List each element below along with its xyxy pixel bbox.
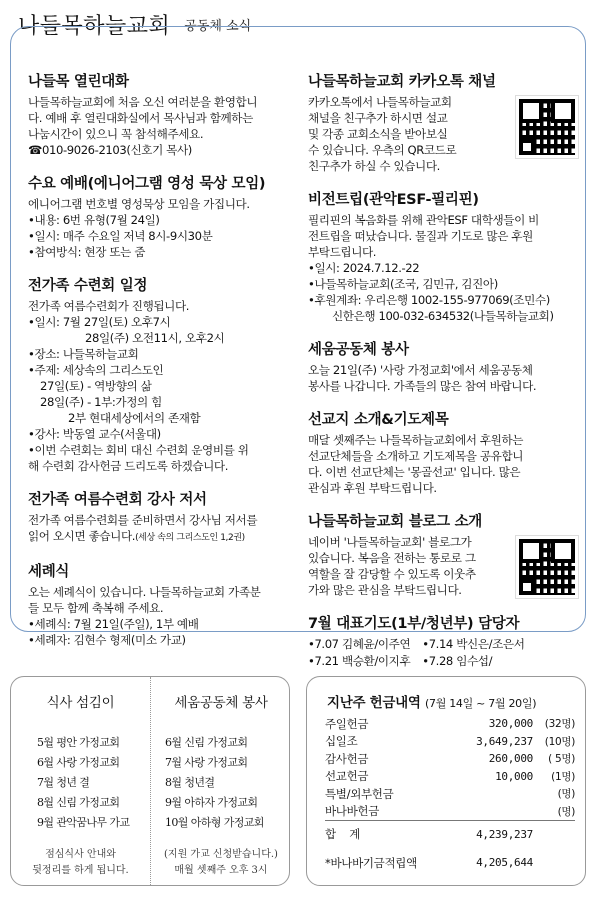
vision-line: 필리핀의 복음화를 위해 관악ESF 대학생들이 비: [308, 213, 539, 227]
sejong-service-list: [151, 733, 291, 833]
baptism-title: 세례식: [28, 564, 70, 580]
meal-note: [11, 847, 150, 879]
vision-account: 신한은행 100-032-634532(나들목하늘교회): [332, 309, 554, 323]
mission-line: 다. 이번 선교단체는 '몽골선교' 입니다. 많은: [308, 465, 521, 479]
retreat-title: 전가족 수련회 일정: [28, 278, 148, 294]
kakao-block: [308, 70, 578, 174]
mission-title: 선교지 소개&기도제목: [308, 412, 449, 428]
prayer-duty: •7.21 백승환/이지후: [308, 654, 411, 668]
book-title: 전가족 여름수련회 강사 저서: [28, 492, 207, 508]
retreat-block: [28, 274, 298, 474]
mission-block: [308, 408, 578, 496]
blog-block: [308, 510, 578, 598]
offering-label: 감사헌금: [325, 751, 369, 766]
blog-line: 네이버 '나들목하늘교회' 블로그가: [308, 535, 472, 549]
vision-trip-title: 비전트립(관악ESF-필리핀): [308, 192, 479, 208]
offering-count: ( 5명): [548, 753, 575, 766]
welcome-title: 나들목 열린대화: [28, 74, 129, 90]
vision-line: 부탁드립니다.: [308, 245, 377, 259]
table-row: [325, 733, 575, 751]
offering-total-label: 합 계: [325, 820, 452, 844]
offering-amount: 320,000: [488, 717, 533, 731]
vision-line: •후원계좌: 우리은행 1002-155-977069(조민수): [308, 293, 550, 307]
vision-line: •일시: 2024.7.12.-22: [308, 261, 420, 275]
blog-line: 가와 많은 관심을 부탁드립니다.: [308, 583, 462, 597]
mission-line: 매달 셋째주는 나들목하늘교회에서 후원하는: [308, 433, 524, 447]
section-title: 공동체 소식: [184, 18, 252, 34]
prayer-block: [308, 612, 578, 670]
book-title-note: (세상 속의 그리스도인 1,2권): [135, 533, 245, 543]
enneagram-block: [28, 172, 298, 260]
list-item: 7월 청년 결: [37, 776, 90, 789]
enneagram-line: •일시: 매주 수요일 저녁 8시-9시30분: [28, 229, 213, 243]
baptism-line: 들 모두 함께 축복해 주세요.: [28, 601, 164, 615]
blog-line: 있습니다. 복음을 전하는 통로로 그: [308, 551, 476, 565]
sejong-block: [308, 338, 578, 394]
welcome-line: 나눔시간이 있으니 꼭 참석해주세요.: [28, 127, 204, 141]
meal-note-line: 점심식사 안내와: [45, 849, 116, 860]
barnabas-fund-amount: 4,205,644: [476, 856, 533, 870]
retreat-line: •주제: 세상속의 그리스도인: [28, 363, 164, 377]
table-row: [325, 715, 575, 733]
kakao-line: 카카오톡에서 나들목하늘교회: [308, 95, 452, 109]
retreat-line: 전가족 여름수련회가 진행됩니다.: [28, 299, 190, 313]
book-line: 전가족 여름수련회를 준비하면서 강사님 저서를: [28, 513, 258, 527]
table-row: [325, 768, 575, 786]
baptism-line: 오는 세례식이 있습니다. 나들목하늘교회 가족분: [28, 585, 261, 599]
offering-title: [327, 691, 536, 711]
right-column: [308, 70, 578, 684]
offering-amount: 10,000: [495, 769, 533, 783]
prayer-duty: •7.28 임수섭/: [422, 654, 493, 668]
sejong-service-title: 세움공동체 봉사: [174, 695, 268, 711]
prayer-title: 7월 대표기도(1부/청년부) 담당자: [308, 616, 520, 632]
welcome-phone: ☎010-9026-2103(신호기 목사): [28, 143, 192, 157]
list-item: 8월 청년결: [165, 776, 215, 789]
baptism-block: [28, 560, 298, 648]
baptism-line: •세례식: 7월 21일(주일), 1부 예배: [28, 617, 199, 631]
retreat-line: •강사: 박동열 교수(서울대): [28, 427, 161, 441]
mission-line: 선교단체들을 소개하고 기도제목을 공유합니: [308, 449, 524, 463]
table-row: [325, 750, 575, 768]
blog-line: 역할을 잘 감당할 수 있도록 이웃추: [308, 567, 476, 581]
enneagram-title: 수요 예배(에니어그램 영성 묵상 모임): [28, 176, 266, 192]
welcome-line: 나들목하늘교회에 처음 오신 여러분을 환영합니: [28, 95, 258, 109]
blog-qr-code-icon[interactable]: [516, 536, 578, 598]
offering-count: (10명): [544, 735, 575, 748]
kakao-line: 친구추가 하실 수 있습니다.: [308, 159, 440, 173]
book-line: [28, 528, 298, 546]
list-item: 5월 평안 가정교회: [37, 736, 120, 749]
offering-amount: [452, 803, 539, 821]
left-column: [28, 70, 298, 662]
welcome-block: [28, 70, 298, 158]
sejong-line: 오늘 21일(주) '사랑 가정교회'에서 세움공동체: [308, 363, 533, 377]
list-item: 10월 아하형 가정교회: [165, 816, 264, 829]
baptism-line: •세례자: 김현수 형제(미소 가교): [28, 633, 186, 647]
list-item: 6월 사랑 가정교회: [37, 756, 120, 769]
offering-label: 선교헌금: [325, 769, 369, 784]
meal-note-line: 뒷정리를 하게 됩니다.: [32, 865, 129, 876]
sejong-title: 세움공동체 봉사: [308, 342, 409, 358]
list-item: 8월 신림 가정교회: [37, 796, 120, 809]
table-row: [325, 803, 575, 821]
retreat-line: 28일(주) 오전11시, 오후2시: [85, 331, 225, 345]
offering-total-row: [325, 820, 575, 844]
prayer-row: [308, 653, 578, 670]
retreat-line: 27일(토) - 역방향의 삶: [40, 379, 152, 393]
offering-amount: [452, 785, 539, 803]
retreat-line: 해 수련회 감사헌금 드리도록 하겠습니다.: [28, 459, 229, 473]
enneagram-line: •참여방식: 현장 또는 줌: [28, 245, 145, 259]
meal-list: [11, 733, 150, 833]
kakao-qr-code-icon[interactable]: [516, 96, 578, 158]
kakao-line: 수 있습니다. 우측의 QR코드로: [308, 143, 457, 157]
offering-title-text: 지난주 헌금내역: [327, 695, 421, 711]
retreat-line: 2부 현대세상에서의 존재함: [68, 411, 201, 425]
prayer-duty: •7.14 박신은/조은서: [422, 637, 525, 651]
retreat-line: •이번 수련회는 회비 대신 수련회 운영비를 위: [28, 443, 249, 457]
enneagram-line: •내용: 6번 유형(7월 24일): [28, 213, 160, 227]
offering-count: (32명): [544, 718, 575, 731]
list-item: 9월 아하자 가정교회: [165, 796, 258, 809]
list-item: 6월 신림 가정교회: [165, 736, 248, 749]
vision-trip-block: [308, 188, 578, 324]
meal-title: 식사 섬김이: [46, 695, 115, 711]
prayer-row: [308, 636, 578, 653]
table-row: [325, 785, 575, 803]
book-block: [28, 488, 298, 546]
offering-count: (1명): [551, 770, 575, 783]
offering-total-amount: 4,239,237: [452, 820, 539, 844]
barnabas-fund-label: *바나바기금적립액: [325, 855, 417, 870]
barnabas-fund-row: [325, 854, 575, 872]
list-item: 9월 관악꿈나무 가교: [37, 816, 130, 829]
service-schedule-box: [10, 676, 290, 886]
welcome-line: 다. 예배 후 열린대화실에서 목사님과 함께하는: [28, 111, 253, 125]
kakao-line: 채널을 친구추가 하시면 설교: [308, 111, 448, 125]
blog-title: 나들목하늘교회 블로그 소개: [308, 514, 482, 530]
sejong-line: 봉사를 나갑니다. 가족들의 많은 참여 바랍니다.: [308, 379, 537, 393]
offering-count: (명): [557, 805, 575, 818]
retreat-line: •일시: 7월 27일(토) 오후7시: [28, 315, 171, 329]
kakao-line: 및 각종 교회소식을 받아보실: [308, 127, 448, 141]
retreat-line: 28일(주) - 1부:가정의 힘: [40, 395, 162, 409]
retreat-line: •장소: 나들목하늘교회: [28, 347, 139, 361]
vision-line: 전트립을 떠났습니다. 물질과 기도로 많은 후원: [308, 229, 533, 243]
offering-amount: 3,649,237: [476, 734, 533, 748]
offering-table: [325, 715, 575, 872]
offering-label: 십일조: [325, 734, 358, 749]
offering-label: 특별/외부헌금: [325, 786, 394, 801]
book-line-text: 읽어 오시면 좋습니다.: [28, 529, 136, 543]
enneagram-line: 에니어그램 번호별 영성묵상 모임을 가집니다.: [28, 197, 250, 211]
offering-amount: 260,000: [488, 752, 533, 766]
sejong-service-note: [151, 847, 291, 879]
list-item: 7월 사랑 가정교회: [165, 756, 248, 769]
church-logo: 나들목하늘교회: [18, 13, 171, 39]
sejong-note-line: 매월 셋째주 오후 3시: [174, 865, 268, 876]
sejong-note-line: (지원 가교 신청받습니다.): [164, 849, 278, 860]
offering-label: 바나바헌금: [325, 804, 380, 818]
meal-service-column: [11, 677, 151, 885]
offering-label: 주일헌금: [325, 716, 369, 731]
offering-count: (명): [557, 788, 575, 801]
sejong-service-column: [151, 677, 291, 885]
offering-report-box: [306, 676, 586, 886]
kakao-title: 나들목하늘교회 카카오톡 채널: [308, 74, 496, 90]
mission-line: 관심과 후원 부탁드립니다.: [308, 481, 437, 495]
vision-line: •나들목하늘교회(조국, 김민규, 김진아): [308, 277, 498, 291]
prayer-duty: •7.07 김혜윤/이주연: [308, 637, 411, 651]
offering-date-range: (7월 14일 ~ 7월 20일): [425, 697, 537, 710]
